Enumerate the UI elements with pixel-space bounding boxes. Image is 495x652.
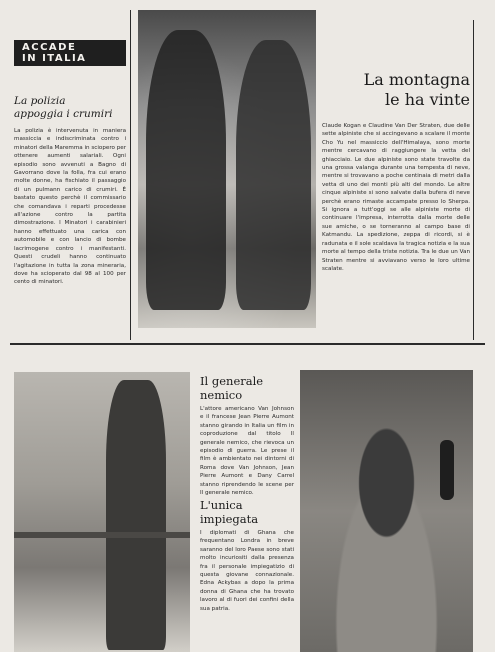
article-impiegata — [200, 498, 294, 613]
article-generale — [200, 374, 294, 497]
article-montagna-title — [322, 70, 470, 110]
photo-soldier — [14, 372, 190, 652]
photo-barrier — [14, 532, 190, 538]
article-impiegata-title: L'unica impiegata — [200, 498, 259, 526]
photo-figure-left — [146, 30, 226, 310]
subhead-line-2: appoggia i crumiri — [14, 108, 113, 120]
article-polizia-title — [14, 95, 126, 121]
photo-figure-right — [236, 40, 311, 310]
article-generale-body: L'attore americano Van Johnson e il francese Jean Pierre Aumont stanno girando in Italia un film in coproduzione dal titolo Il generale nemico, che rievoca un episodio di guerra. Le prese il film è ambientato nei dintorni di Roma dove Van Johnson, Jean Pierre Aumont e Dany Carrel stanno riprendendo le scene per Il generale nemico. — [200, 406, 294, 497]
article-montagna-body: Claude Kogan e Claudine Van Der Straten, due delle sette alpiniste che si accingevano a scalare il monte Cho Yu nel massiccio dell'Himalaya, sono morte mentre cercavano di raggiungere la vetta del ghiacciaio. Le due alpiniste sono state travolte da una grossa valanga durante una tempesta di neve, mentre si trovavano a poche centinaia di metri dalla vetta di uno dei monti più alti del mondo. Le altre cinque alpiniste si sono salvate dalla bufera di neve perchè erano rimaste accampate presso lo Sherpa. Si ignora a tutt'oggi se alle alpiniste morte di continuare l'impresa, interrotta dalla morte delle sue amiche, o se torneranno al campo base di Katmandu. La spedizione, zeppa di ricordi, si è radunata e il sole scaldava la tragica notizia e la sua morte al tempo della triste notizia. Tra le due un Van Straten mentre si avviavano verso le loro ultime scalate. — [322, 123, 470, 272]
kicker-line-1: ACCADE — [22, 42, 77, 53]
article-generale-title: Il generale nemico — [200, 374, 264, 402]
photo-alpinists — [138, 10, 316, 328]
horizontal-divider — [10, 343, 485, 345]
kicker-line-2: IN ITALIA — [22, 53, 87, 64]
subhead-line-1: La polizia — [14, 95, 66, 107]
article-montagna — [322, 122, 470, 273]
vertical-divider-right — [473, 20, 474, 340]
article-impiegata-body: I diplomati di Ghana che frequentano Londra in breve saranno del loro Paese sono stati molto incuriositi dalla presenza fra il personale impiegatizio di questa giovane connazionale. Edna Ackybas a dopo la prima donna di Ghana che ha trovato lavoro al di fuori dei confini della sua patria. — [200, 530, 294, 612]
title-right-line-2: le ha vinte — [385, 90, 470, 109]
article-polizia-body: La polizia è intervenuta in maniera massiccia e indiscriminata contro i minatori della Maremma in sciopero per ottenere aumenti salariali. Ogni episodio sono avvenuti a Bagno di Gavorrano dove la folla, fra cui erano molte donne, ha fischiato il passaggio di un pulmann carico di crumiri. È bastato questo perchè il commissario che comandava i reparti procedesse all'azione contro la partita dimostrazione. I Minatori i carabinieri hanno effettuato una carica con automobile e con lancio di bombe lacrimogene contro i manifestanti. Questi crudeli hanno continuato l'agitazione in tutta la zona mineraria, dove ha scioperato dal 98 al 100 per cento di minatori. — [14, 128, 127, 286]
article-polizia — [14, 95, 126, 287]
title-right-line-1: La montagna — [363, 70, 470, 89]
photo-woman-telephone — [300, 370, 473, 652]
photo-telephone-receiver — [440, 440, 454, 500]
vertical-divider-left — [130, 10, 131, 340]
section-kicker — [14, 40, 126, 66]
photo-soldier-figure — [106, 380, 166, 650]
